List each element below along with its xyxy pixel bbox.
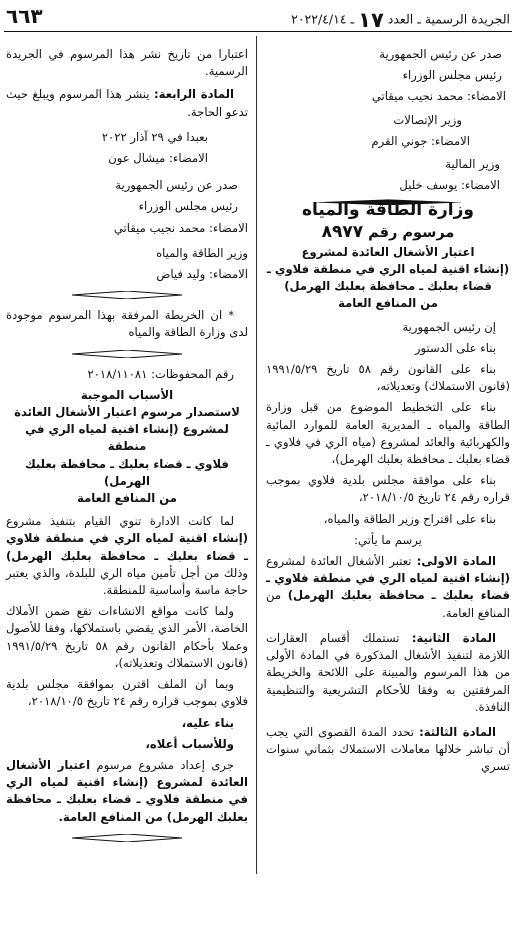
header-rule xyxy=(4,31,512,32)
article-3-text: تحدد المدة القصوى التي يجب أن تباشر خلالها معاملات الاستملاك بثماني سنوات تسري xyxy=(266,724,510,774)
reasons-p1-a: لما كانت الادارة تنوي القيام بتنفيذ مشروع xyxy=(6,514,234,529)
preamble-president: إن رئيس الجمهورية xyxy=(402,319,496,334)
gazette-issue-line xyxy=(291,8,510,32)
article-2-label: المادة الثانية: xyxy=(411,630,496,645)
reasons-p1-project: (إنشاء اقنية لمياه الري في منطقة فلاوي ـ قضاء بعلبك ـ محافظة بعلبك الهرمل) xyxy=(6,531,248,563)
article-1-text: تعتبر الأشغال العائدة لمشروع xyxy=(266,554,412,569)
article-1-project: (إنشاء اقنية لمياه الري في منطقة فلاوي ـ قضاء بعلبك ـ محافظة بعلبك الهرمل) xyxy=(266,571,511,603)
article-1-end: من المنافع العامة. xyxy=(266,588,510,620)
reasons-heading-4: من المنافع العامة xyxy=(77,491,177,506)
reasons-paragraph-2: ولما كانت مواقع الانشاءات تقع ضمن الأملاك الخاصة، الأمر الذي يقضي باستملاكها، وفقا للأصول وعملا بأحكام القانون رقم ٥٨ تاريخ ١٩٩١/٥/٢٩ (قانون الاستملاك وتعديلاته)، xyxy=(6,604,248,670)
right-column xyxy=(266,46,510,776)
sig-pm-title: رئيس مجلس الوزراء xyxy=(402,68,502,83)
preamble-proposal: بناء على اقتراح وزير الطاقة والمياه، xyxy=(323,511,496,526)
article-3 xyxy=(266,724,510,776)
map-note: * ان الخريطة المرفقة بهذا المرسوم موجودة لدى وزارة الطاقة والمياه xyxy=(6,308,248,340)
column-divider xyxy=(256,36,257,874)
sig-finance-title: وزير المالية xyxy=(445,157,500,172)
sig-telecom-name: الامضاء: جوني القرم xyxy=(371,133,470,148)
divider-ornament xyxy=(72,291,182,299)
sig-president-left: صدر عن رئيس الجمهورية xyxy=(115,178,238,193)
article-1-label: المادة الاولى: xyxy=(416,554,497,569)
decree-heading xyxy=(266,221,510,242)
issue-number: ١٧ xyxy=(358,8,384,32)
reasons-p1-c: وذلك من أجل تأمين مياه الري للبلدة، والذي يعتبر حاجة ماسة وأساسية للمنطقة. xyxy=(6,565,248,598)
end-ornament xyxy=(72,834,182,842)
sig-president: صدر عن رئيس الجمهورية xyxy=(379,47,502,61)
sig-energy-name: الامضاء: وليد فياض xyxy=(156,267,248,282)
reasons-heading-1: لاستصدار مرسوم اعتبار الأشغال العائدة xyxy=(14,405,240,420)
page-number: ٦٦٣ xyxy=(6,4,43,28)
left-column xyxy=(6,46,248,850)
article-2 xyxy=(266,630,510,716)
reasons-p6-b: اعتبار الأشغال العائدة لمشروع (إنشاء اقنية لمياه الري في منطقة فلاوي ـ قضاء بعلبك ـ محافظة بعلبك الهرمل) من المنافع العامة. xyxy=(6,757,248,824)
sig-telecom-title: وزير الإتصالات xyxy=(393,112,462,127)
sig-pm-name: الامضاء: محمد نجيب ميقاتي xyxy=(371,89,506,104)
reasons-paragraph-1 xyxy=(6,513,248,599)
sig-aoun: الامضاء: ميشال عون xyxy=(108,151,208,166)
decrees-line: يرسم ما يأتي: xyxy=(354,532,422,547)
reasons-p6-a: جرى إعداد مشروع مرسوم xyxy=(96,757,234,772)
sig-pm-title-left: رئيس مجلس الوزراء xyxy=(138,199,238,214)
article-4-label: المادة الرابعة: xyxy=(153,87,234,102)
preamble-constitution: بناء على الدستور xyxy=(414,340,496,355)
article-4 xyxy=(6,86,248,120)
divider-ornament-2 xyxy=(72,350,182,358)
reasons-heading-2: لمشروع (إنشاء اقنية لمياه الري في منطقة xyxy=(25,422,229,454)
decree-title-line-2: (إنشاء اقنية لمياه الري في منطقة فلاوي ـ xyxy=(266,262,510,277)
preamble-plan: بناء على التخطيط الموضوع من قبل وزارة الطاقة والمياه ـ المديرية العامة للموارد المائية والكهربائية والعائد لمشروع (مياه الري في فلاوي ـ قضاء بعلبك ـ محافظة بعلبك الهرمل)، xyxy=(266,400,510,467)
decree-title-line-3: قضاء بعلبك ـ محافظة بعلبك الهرمل) xyxy=(284,279,492,294)
reasons-paragraph-6 xyxy=(6,757,248,826)
reasons-title: الأسباب الموجبة xyxy=(80,387,174,402)
article-2-text: تستملك أقسام العقارات اللازمة لتنفيذ الأشغال المذكورة في المادة الأولى من هذا المرسوم والمبينة على اللائحة والخريطة المرفقتين به وفقا للأحكام التشريعية والتنظيمية النافذة. xyxy=(266,630,510,714)
reasons-paragraph-3: وبما ان الملف اقترن بموافقة مجلس بلدية فلاوي بموجب قراره رقم ٢٤ تاريخ ٢٠١٨/١٠/٥، xyxy=(6,677,248,709)
sig-pm-name-left: الامضاء: محمد نجيب ميقاتي xyxy=(113,220,248,235)
decree-title-line-1: اعتبار الأشغال العائدة لمشروع xyxy=(301,244,475,259)
page-header xyxy=(6,4,510,30)
article-4-text: ينشر هذا المرسوم ويبلغ حيث تدعو الحاجة. xyxy=(6,87,248,119)
reasons-paragraph-4: بناء عليه، xyxy=(181,715,234,730)
reasons-heading-3: فلاوي ـ قضاء بعلبك ـ محافظة بعلبك الهرمل) xyxy=(25,456,229,488)
signing-date: بعبدا في ٢٩ آذار ٢٠٢٢ xyxy=(101,129,208,144)
decree-title-line-4: من المنافع العامة xyxy=(338,296,438,311)
sig-finance-name: الامضاء: يوسف خليل xyxy=(399,178,500,193)
archive-number: رقم المحفوظات: ٢٠١٨/١١٠٨١ xyxy=(87,366,234,381)
ministry-title: وزارة الطاقة والمياه xyxy=(302,200,474,221)
preamble-law: بناء على القانون رقم ٥٨ تاريخ ١٩٩١/٥/٢٩ (قانون الاستملاك) وتعديلاته، xyxy=(266,362,510,394)
issue-date: ـ ٢٠٢٢/٤/١٤ xyxy=(291,11,355,27)
article-3-continuation: اعتبارا من تاريخ نشر هذا المرسوم في الجريدة الرسمية. xyxy=(6,47,248,79)
decree-label: مرسوم رقم xyxy=(368,224,455,241)
preamble-council: بناء على موافقة مجلس بلدية فلاوي بموجب قراره رقم ٢٤ تاريخ ٢٠١٨/١٠/٥، xyxy=(266,473,510,505)
decree-number: ٨٩٧٧ xyxy=(321,221,364,242)
gazette-name: الجريدة الرسمية ـ العدد xyxy=(387,11,510,27)
article-3-label: المادة الثالثة: xyxy=(419,724,496,739)
sig-energy-title: وزير الطاقة والمياه xyxy=(156,245,248,260)
article-1 xyxy=(266,553,510,622)
reasons-paragraph-5: وللأسباب أعلاه، xyxy=(145,736,234,751)
